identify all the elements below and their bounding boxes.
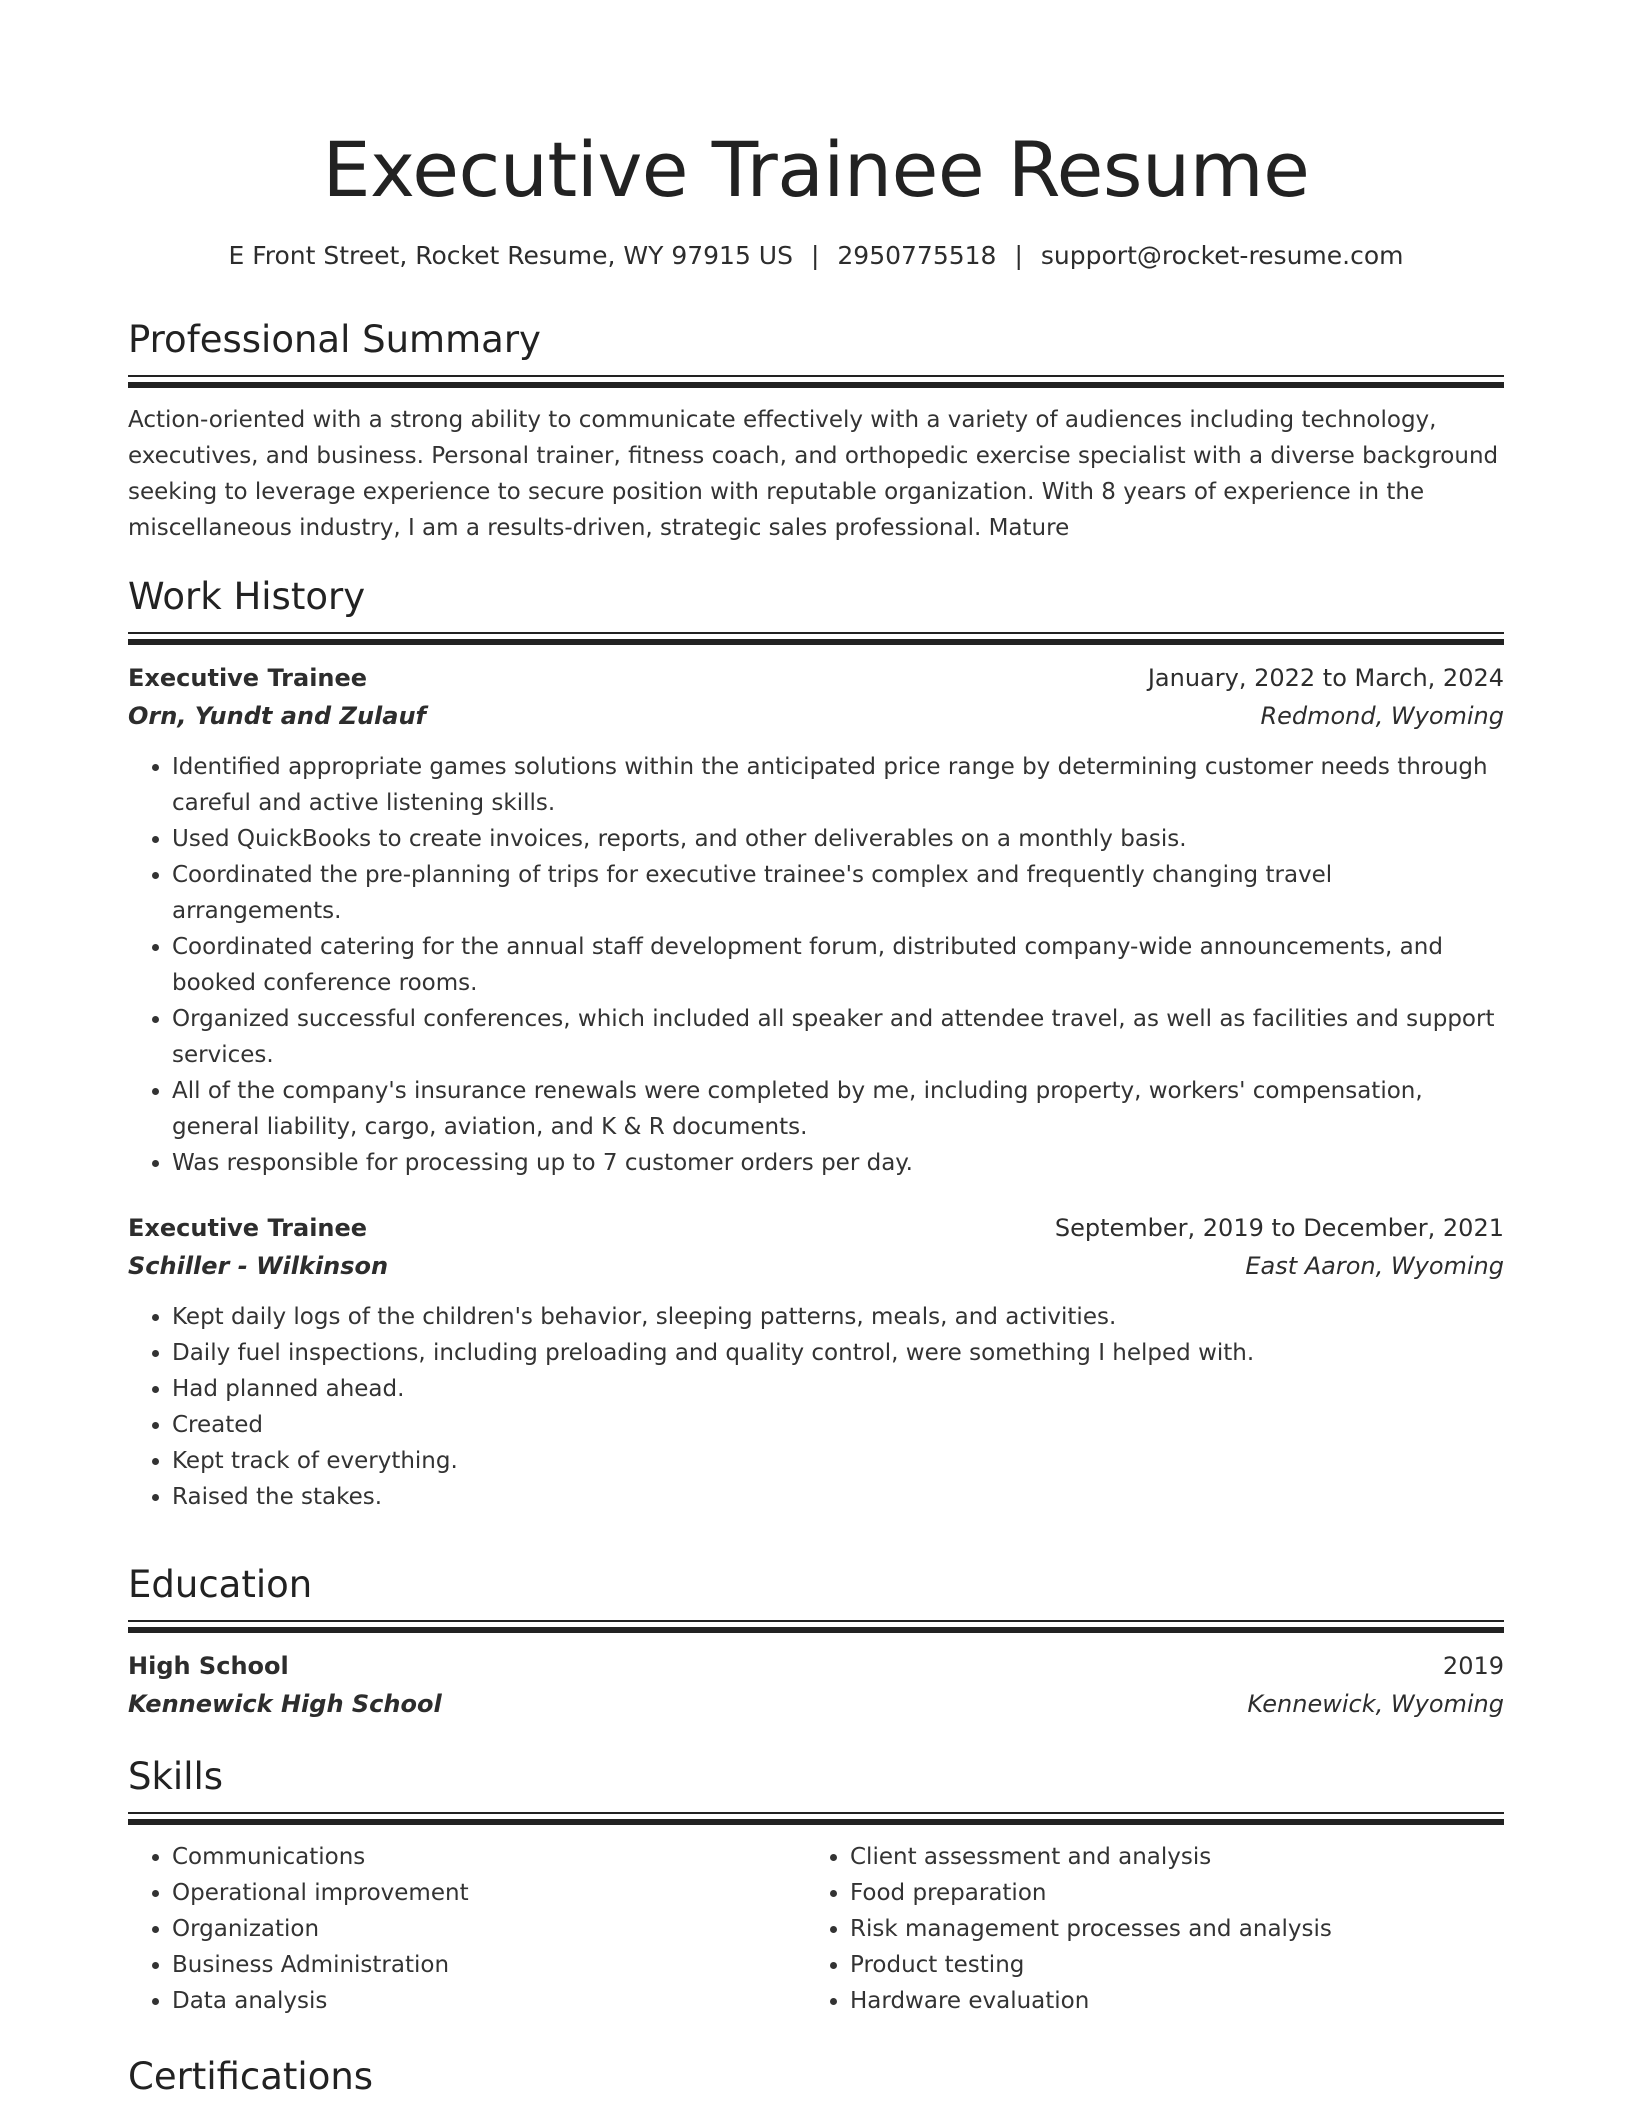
summary-section xyxy=(128,316,1504,546)
section-title-education: Education xyxy=(128,1563,313,1606)
education-entry xyxy=(128,1647,1504,1723)
job-title: Executive Trainee xyxy=(128,664,368,692)
section-divider xyxy=(128,632,1504,634)
certifications-section xyxy=(128,2053,1504,2101)
section-divider xyxy=(128,1819,1504,1825)
education-year: 2019 xyxy=(1442,1652,1504,1680)
list-item: • Used QuickBooks to create invoices, reports, and other deliverables on a monthly basis. xyxy=(172,821,1504,857)
job-dates: January, 2022 to March, 2024 xyxy=(1147,664,1504,692)
list-item: • Hardware evaluation xyxy=(850,1983,1448,2019)
contact-separator: | xyxy=(1014,241,1023,270)
job-location: East Aaron, Wyoming xyxy=(1245,1252,1504,1280)
list-item: • Identified appropriate games solutions within the anticipated price range by determining customer needs through careful and active listening skills. xyxy=(172,749,1504,821)
contact-phone: 2950775518 xyxy=(837,241,997,270)
list-item: • Was responsible for processing up to 7 customer orders per day. xyxy=(172,1145,1504,1181)
list-item: • Coordinated the pre-planning of trips for executive trainee's complex and frequently changing travel arrangements. xyxy=(172,857,1504,929)
section-title-summary: Professional Summary xyxy=(128,318,541,361)
education-school: Kennewick High School xyxy=(128,1690,442,1718)
job-company: Orn, Yundt and Zulauf xyxy=(128,702,426,730)
list-item: • Client assessment and analysis xyxy=(850,1839,1448,1875)
list-item: • Data analysis xyxy=(172,1983,806,2019)
contact-separator: | xyxy=(810,241,820,270)
list-item: • Product testing xyxy=(850,1947,1448,1983)
list-item: • Communications xyxy=(172,1839,806,1875)
work-section xyxy=(128,573,1504,1515)
list-item: • Organization xyxy=(172,1911,806,1947)
list-item: • Business Administration xyxy=(172,1947,806,1983)
list-item: • Kept daily logs of the children's behavior, sleeping patterns, meals, and activities. xyxy=(172,1299,1504,1335)
list-item: • Risk management processes and analysis xyxy=(850,1911,1448,1947)
skills-column-left xyxy=(128,1839,806,2019)
list-item: • Created xyxy=(172,1407,1504,1443)
list-item: • Operational improvement xyxy=(172,1875,806,1911)
job-title: Executive Trainee xyxy=(128,1214,368,1242)
skills-section xyxy=(128,1753,1504,2019)
section-title-skills: Skills xyxy=(128,1755,224,1798)
section-divider xyxy=(128,1620,1504,1622)
list-item: • Raised the stakes. xyxy=(172,1479,1504,1515)
list-item: • Had planned ahead. xyxy=(172,1371,1504,1407)
section-divider xyxy=(128,382,1504,388)
education-location: Kennewick, Wyoming xyxy=(1247,1690,1504,1718)
job-entry xyxy=(128,1209,1504,1515)
section-divider xyxy=(128,375,1504,377)
skills-column-right xyxy=(806,1839,1448,2019)
contact-line xyxy=(128,236,1504,276)
resume-title: Executive Trainee Resume xyxy=(322,125,1310,214)
contact-email: support@rocket-resume.com xyxy=(1040,241,1404,270)
job-bullets xyxy=(128,1299,1504,1515)
section-title-certifications: Certifications xyxy=(128,2055,374,2098)
list-item: • Kept track of everything. xyxy=(172,1443,1504,1479)
section-divider xyxy=(128,1627,1504,1633)
section-divider xyxy=(128,1812,1504,1814)
job-dates: September, 2019 to December, 2021 xyxy=(1054,1214,1504,1242)
education-degree: High School xyxy=(128,1652,289,1680)
section-divider xyxy=(128,639,1504,645)
job-location: Redmond, Wyoming xyxy=(1260,702,1504,730)
section-title-work: Work History xyxy=(128,575,366,618)
job-company: Schiller - Wilkinson xyxy=(128,1252,389,1280)
job-entry xyxy=(128,659,1504,1181)
contact-address: E Front Street, Rocket Resume, WY 97915 US xyxy=(228,241,793,270)
list-item: • Food preparation xyxy=(850,1875,1448,1911)
list-item: • All of the company's insurance renewals were completed by me, including property, workers' compensation, general liability, cargo, aviation, and K & R documents. xyxy=(172,1073,1504,1145)
list-item: • Coordinated catering for the annual staff development forum, distributed company-wide announcements, and booked conference rooms. xyxy=(172,929,1504,1001)
list-item: • Daily fuel inspections, including preloading and quality control, were something I helped with. xyxy=(172,1335,1504,1371)
job-bullets xyxy=(128,749,1504,1181)
summary-text: Action-oriented with a strong ability to communicate effectively with a variety of audiences including technology, executives, and business. Personal trainer, fitness coach, and orthopedic exercise specialist with a diverse background seeking to leverage experience to secure position with reputable organization. With 8 years of experience in the miscellaneous industry, I am a results-driven, strategic sales professional. Mature xyxy=(128,407,1499,541)
skills-grid xyxy=(128,1839,1504,2019)
education-section xyxy=(128,1561,1504,1723)
list-item: • Organized successful conferences, which included all speaker and attendee travel, as well as facilities and support services. xyxy=(172,1001,1504,1073)
